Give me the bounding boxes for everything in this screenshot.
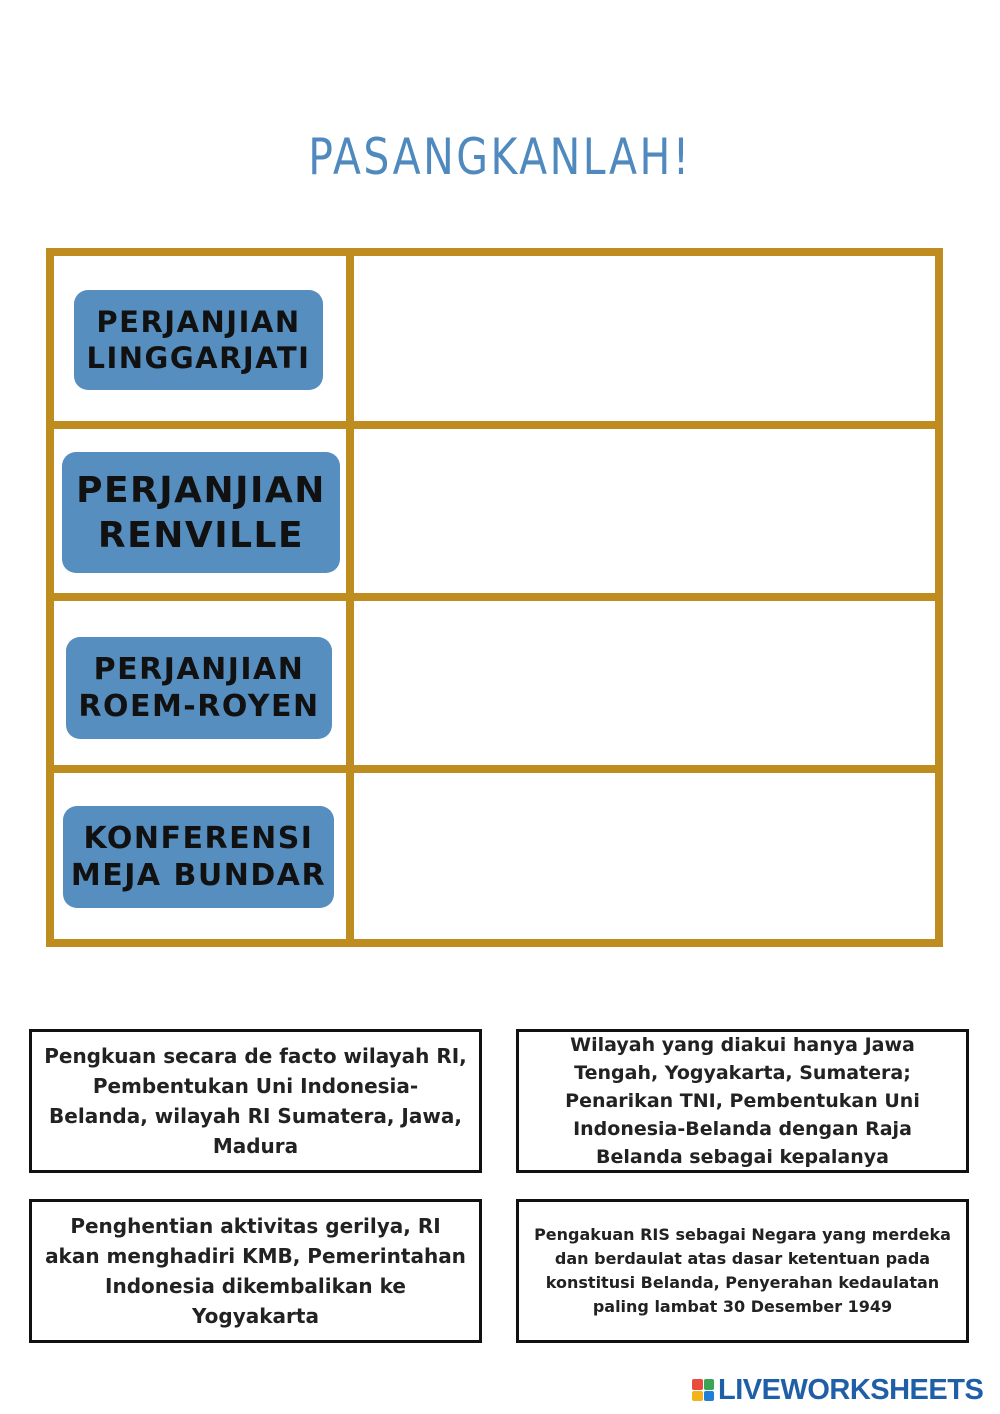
label-line: MEJA BUNDAR <box>70 858 327 893</box>
label-line: RENVILLE <box>97 514 305 556</box>
label-line: KONFERENSI <box>83 820 314 856</box>
drop-zone-roem-royen[interactable] <box>354 601 935 765</box>
label-perjanjian-linggarjati <box>74 290 323 390</box>
drop-zone-linggarjati[interactable] <box>354 256 935 421</box>
row-divider <box>54 765 935 773</box>
row-divider <box>54 593 935 601</box>
answer-card[interactable] <box>29 1029 482 1173</box>
label-konferensi-meja-bundar <box>63 806 334 908</box>
answer-card-text: Pengakuan RIS sebagai Negara yang merdeka dan berdaulat atas dasar ketentuan pada konstitusi Belanda, Penyerahan kedaulatan paling lambat 30 Desember 1949 <box>534 1225 951 1316</box>
label-line: PERJANJIAN <box>93 651 305 687</box>
label-perjanjian-renville <box>62 452 340 573</box>
drop-zone-kmb[interactable] <box>354 773 935 939</box>
label-line: PERJANJIAN <box>96 304 301 339</box>
answer-card-text: Penghentian aktivitas gerilya, RI akan menghadiri KMB, Pemerintahan Indonesia dikembalikan ke Yogyakarta <box>45 1214 466 1328</box>
answer-card[interactable] <box>29 1199 482 1343</box>
liveworksheets-logo <box>692 1374 983 1406</box>
label-line: PERJANJIAN <box>76 469 326 511</box>
logo-text: LIVEWORKSHEETS <box>718 1373 984 1406</box>
label-perjanjian-roem-royen <box>66 637 332 739</box>
page-title: PASANGKANLAH! <box>308 128 692 186</box>
drop-zone-renville[interactable] <box>354 429 935 593</box>
answer-card-text: Pengkuan secara de facto wilayah RI, Pembentukan Uni Indonesia-Belanda, wilayah RI Sumatera, Jawa, Madura <box>44 1044 467 1158</box>
row-divider <box>54 421 935 429</box>
answer-card[interactable] <box>516 1199 969 1343</box>
liveworksheets-logo-icon <box>692 1379 714 1401</box>
answer-card-text: Wilayah yang diakui hanya Jawa Tengah, Yogyakarta, Sumatera; Penarikan TNI, Pembentukan Uni Indonesia-Belanda dengan Raja Belanda sebagai kepalanya <box>565 1034 920 1168</box>
answer-card[interactable] <box>516 1029 969 1173</box>
label-line: ROEM-ROYEN <box>78 689 320 724</box>
label-line: LINGGARJATI <box>86 341 311 375</box>
